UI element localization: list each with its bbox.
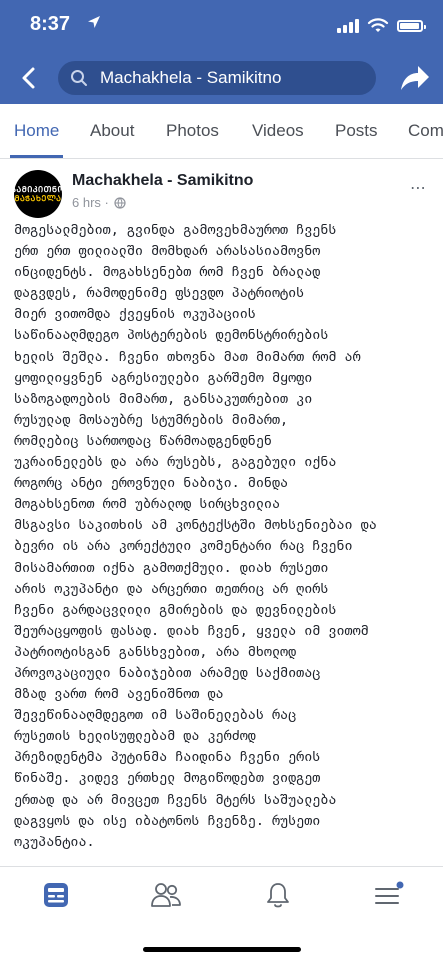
battery-icon bbox=[397, 20, 423, 32]
menu-notification-dot bbox=[397, 882, 404, 889]
share-icon[interactable] bbox=[397, 62, 431, 94]
tab-community[interactable]: Com bbox=[408, 121, 444, 140]
post-header bbox=[0, 158, 443, 218]
home-indicator bbox=[143, 947, 301, 952]
tab-about[interactable]: About bbox=[90, 121, 135, 140]
location-arrow-icon bbox=[86, 14, 102, 30]
more-options-icon[interactable]: ⋯ bbox=[410, 178, 427, 197]
globe-icon bbox=[114, 197, 126, 209]
post-text: მოგესალმებით, გვინდა გამოვეხმაუროთ ჩვენს ერთ ერთ ფილიალში მომხდარ არასასიამოვნო ინციდენტს. მოგახსენებთ რომ ჩვენ ბრალად დაგვდეს, რამოდენიმე ფსევდო პატრიოტის მიერ ვითომდა ქვეყნის ოკუპაციის საწინააღმდეგო პოსტერების დემონსტრირების ხელის შეშლა. ჩვენი თხოვნა მათ მიმართ რომ არ ყოფილიყვნენ აგრესიულები გარშემო მყოფი საზოგადოების მიმართ, განსაკუთრებით კი რუსულად მოსაუბრე სტუმრების მიმართ, რომლებიც სართოდაც წარმოადგენდნენ უკრაინელებს და არა რუსებს, გაგებული იქნა როგორც ანტი ეროვნული ნაბიჯი. მინდა მოგახსენოთ რომ უბრალოდ სირცხვილია მსგავსი საკითხის ამ კონტექსტში მოხსენიებაი და ბევრი ის არა კორექტული კომენტარი რაც ჩვენი მისამართით იქნა გამოთქმული. დიახ რუსეთი არის ოკუპანტი და არცერთი თეთრიც არ ღირს ჩვენი გარდაცვლილი გმირების და დევნილების შეურაცყოფის ფასად. დიახ ჩვენ, ყველა იმ ვითომ პატრიოტისგან განსხვებით, არა მხოლოდ პროვოკაციული ნაბიჯებით არამედ საქმითაც მზად ვართ რომ ავენიშნოთ და შევეწინააღმდეგოთ იმ საშინელებას რაც რუსეთის ხელისუფლებამ და კერძოდ პრეზიდენტმა პუტინმა ჩაიდინა ჩვენი ერის წინაშე. კიდევ ერთხელ მოგიწოდებთ ვიდგეთ ერთად და არ მივცეთ ჩვენს მტერს საშუალება დაგვყოს და ისე იბატონოს ჩვენზე. რუსეთი ოკუპანტია. bbox=[14, 223, 377, 850]
avatar-text-bottom: ᲛᲐᲭᲐᲮᲔᲚᲐ bbox=[14, 194, 62, 203]
avatar[interactable] bbox=[10, 170, 66, 218]
tab-posts[interactable]: Posts bbox=[335, 121, 378, 140]
bottom-tab-bar bbox=[0, 866, 443, 961]
cellular-signal-icon bbox=[337, 19, 359, 33]
post-author[interactable]: Machakhela - Samikitno bbox=[72, 172, 254, 189]
notifications-button[interactable] bbox=[260, 877, 296, 913]
search-icon bbox=[70, 69, 88, 87]
menu-icon bbox=[373, 881, 403, 909]
search-input[interactable] bbox=[98, 67, 362, 89]
tab-home[interactable]: Home bbox=[14, 104, 59, 158]
back-button[interactable] bbox=[14, 64, 42, 92]
wifi-icon bbox=[368, 18, 388, 33]
status-time: 8:37 bbox=[30, 13, 71, 35]
tab-photos[interactable]: Photos bbox=[166, 121, 219, 140]
avatar-text-top: ᲡᲐᲛᲘᲙᲘᲗᲜᲝ bbox=[10, 185, 66, 194]
back-arrow-icon bbox=[20, 67, 36, 89]
nav-bar bbox=[0, 52, 443, 104]
post-time[interactable]: 6 hrs · bbox=[72, 195, 109, 210]
friends-icon bbox=[150, 881, 182, 909]
status-icons bbox=[337, 18, 423, 33]
tab-videos[interactable]: Videos bbox=[252, 121, 304, 140]
notifications-icon bbox=[265, 881, 291, 909]
page-tabs bbox=[0, 104, 443, 159]
menu-button[interactable] bbox=[370, 877, 406, 913]
search-bar[interactable] bbox=[58, 61, 376, 95]
news-feed-button[interactable] bbox=[38, 877, 74, 913]
status-bar bbox=[0, 0, 443, 52]
post-meta bbox=[72, 195, 126, 210]
app-header bbox=[0, 0, 443, 104]
friends-button[interactable] bbox=[148, 877, 184, 913]
news-feed-icon bbox=[42, 881, 70, 909]
